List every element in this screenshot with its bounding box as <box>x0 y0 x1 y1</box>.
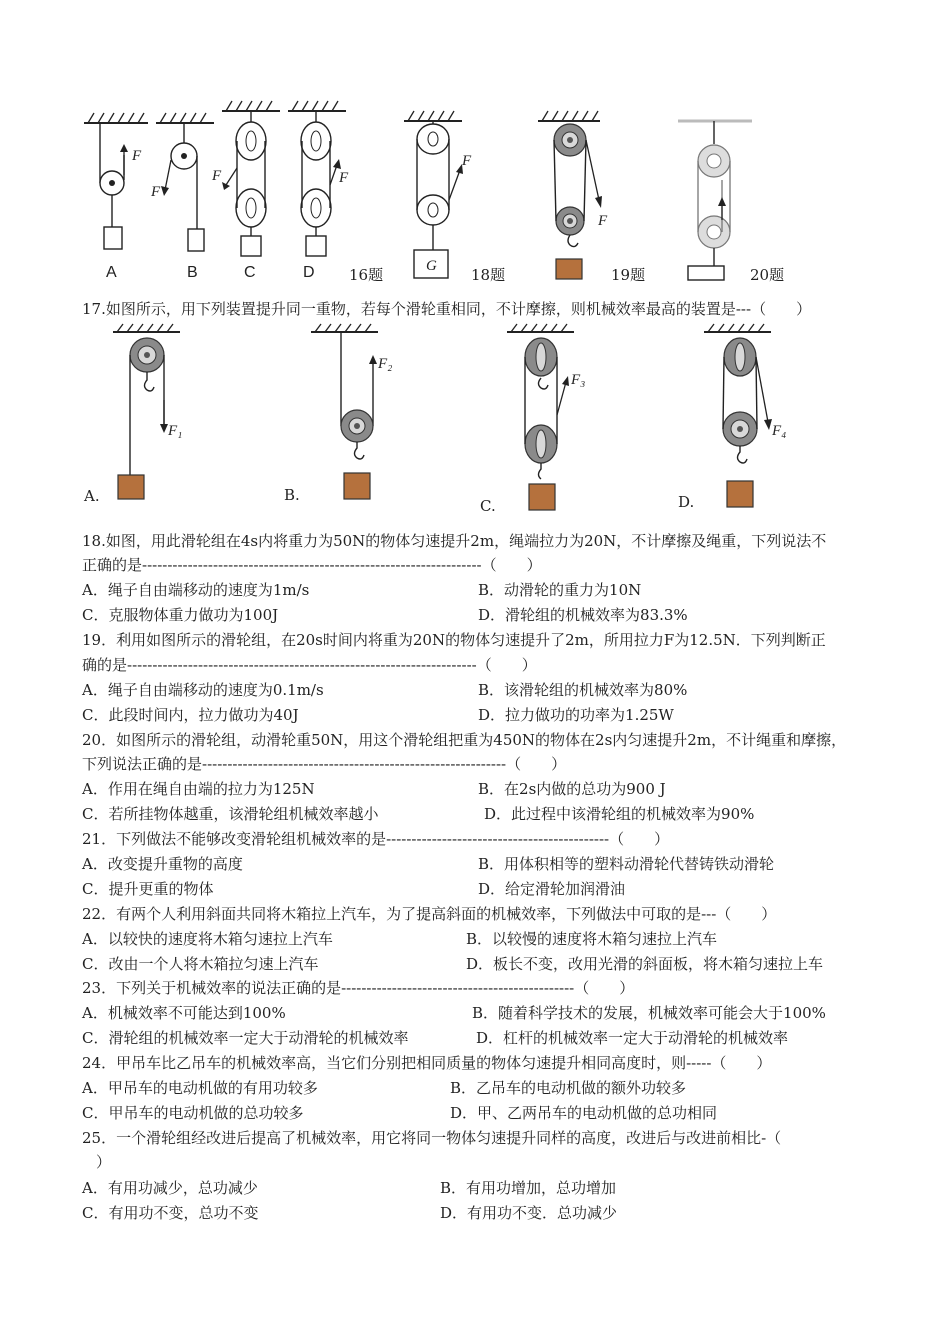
pulley-figure-q19 <box>538 111 602 279</box>
q17-force-label-3: F₃ <box>571 372 586 388</box>
question-21-stem: 21．下列做法不能够改变滑轮组机械效率的是--------------------------------------------（ ） <box>82 830 670 848</box>
force-label-d: F <box>339 170 349 186</box>
force-label-b: F <box>151 184 161 200</box>
q17-figure-a <box>113 324 183 499</box>
q22-option-b: B．以较慢的速度将木箱匀速拉上汽车 <box>466 930 718 948</box>
q24-option-d: D．甲、乙两吊车的电动机做的总功相同 <box>450 1104 718 1122</box>
figure-label-b: B <box>187 264 198 281</box>
q19-option-b: B．该滑轮组的机械效率为80% <box>478 681 688 699</box>
pulley-figure-q20 <box>678 121 752 280</box>
top-figure-row <box>0 0 950 290</box>
q24-option-b: B．乙吊车的电动机做的额外功较多 <box>450 1079 687 1097</box>
q22-option-d: D．板长不变，改用光滑的斜面板，将木箱匀速拉上车 <box>466 955 824 973</box>
pulley-figure-c <box>222 101 280 256</box>
q21-option-d: D．给定滑轮加润滑油 <box>478 880 626 898</box>
pulley-figure-q18 <box>404 111 463 278</box>
q25-option-c: C．有用功不变，总功不变 <box>82 1204 259 1222</box>
q20-option-c: C．若所挂物体越重，该滑轮组机械效率越小 <box>82 805 379 823</box>
pulley-figure-b <box>156 113 214 251</box>
question-19-stem-cont: 确的是---------------------------------------------------------------------（ ） <box>82 656 537 674</box>
weight-label-g: G <box>426 258 437 274</box>
q25-option-a: A．有用功减少，总功减少 <box>82 1179 258 1197</box>
q17-force-label-4: F₄ <box>772 423 787 439</box>
question-25-stem: 25．一个滑轮组经改进后提高了机械效率，用它将同一物体匀速提升同样的高度，改进后与改进前相比-（ <box>82 1129 782 1147</box>
figure-label-c: C <box>244 264 256 281</box>
pulley-figure-d <box>288 101 346 256</box>
caption-19: 19题 <box>611 266 646 284</box>
question-20-stem-cont: 下列说法正确的是------------------------------------------------------------（ ） <box>82 755 567 773</box>
force-label-q18: F <box>462 153 472 169</box>
q23-option-b: B．随着科学技术的发展，机械效率可能会大于100% <box>472 1004 826 1022</box>
q18-option-d: D．滑轮组的机械效率为83.3% <box>478 606 688 624</box>
q17-figure-row <box>0 320 950 520</box>
q17-figure-b <box>311 324 378 499</box>
pulley-figure-a <box>84 113 148 249</box>
q18-option-c: C．克服物体重力做功为100J <box>82 606 279 624</box>
force-label-q19: F <box>598 213 608 229</box>
question-22-stem: 22．有两个人利用斜面共同将木箱拉上汽车，为了提高斜面的机械效率，下列做法中可取的是---（ ） <box>82 905 777 923</box>
question-17-stem: 17.如图所示，用下列装置提升同一重物，若每个滑轮重相同，不计摩擦，则机械效率最高的装置是---（ ） <box>82 300 812 318</box>
caption-16: 16题 <box>349 266 384 284</box>
question-18-stem-cont: 正确的是-------------------------------------------------------------------（ ） <box>82 556 542 574</box>
q17-figure-d <box>704 324 772 507</box>
q23-option-c: C．滑轮组的机械效率一定大于动滑轮的机械效率 <box>82 1029 409 1047</box>
q21-option-c: C．提升更重的物体 <box>82 880 214 898</box>
q24-option-c: C．甲吊车的电动机做的总功较多 <box>82 1104 304 1122</box>
question-23-stem: 23．下列关于机械效率的说法正确的是----------------------------------------------（ ） <box>82 979 635 997</box>
q20-option-a: A．作用在绳自由端的拉力为125N <box>82 780 315 798</box>
q18-option-a: A．绳子自由端移动的速度为1m/s <box>82 581 310 599</box>
caption-18: 18题 <box>471 266 506 284</box>
q21-option-a: A．改变提升重物的高度 <box>82 855 243 873</box>
question-25-stem-cont: ） <box>96 1153 112 1171</box>
q17-option-label-b: B. <box>284 486 300 504</box>
q21-option-b: B．用体积相等的塑料动滑轮代替铸铁动滑轮 <box>478 855 775 873</box>
caption-20: 20题 <box>750 266 785 284</box>
figure-label-a: A <box>106 264 117 281</box>
q17-option-label-d: D. <box>678 493 695 511</box>
force-label-c: F <box>212 168 222 184</box>
q17-figure-c <box>507 324 574 510</box>
q25-option-d: D．有用功不变．总功减少 <box>440 1204 618 1222</box>
q23-option-a: A．机械效率不可能达到100% <box>82 1004 286 1022</box>
q17-force-label-2: F₂ <box>378 356 393 372</box>
question-18-stem: 18.如图，用此滑轮组在4s内将重力为50N的物体匀速提升2m，绳端拉力为20N，不计摩擦及绳重，下列说法不 <box>82 532 827 550</box>
question-19-stem: 19．利用如图所示的滑轮组，在20s时间内将重为20N的物体匀速提升了2m，所用拉力F为12.5N．下列判断正 <box>82 631 826 649</box>
q23-option-d: D．杠杆的机械效率一定大于动滑轮的机械效率 <box>476 1029 789 1047</box>
q20-option-b: B．在2s内做的总功为900 J <box>478 780 666 798</box>
q20-option-d: D．此过程中该滑轮组的机械效率为90% <box>484 805 755 823</box>
q25-option-b: B．有用功增加，总功增加 <box>440 1179 617 1197</box>
q17-force-label-1: F₁ <box>168 423 183 439</box>
q19-option-a: A．绳子自由端移动的速度为0.1m/s <box>82 681 324 699</box>
force-label-a: F <box>132 148 142 164</box>
q22-option-a: A．以较快的速度将木箱匀速拉上汽车 <box>82 930 333 948</box>
figure-label-d: D <box>303 264 315 281</box>
q19-option-d: D．拉力做功的功率为1.25W <box>478 706 674 724</box>
q17-option-label-c: C. <box>480 497 496 515</box>
question-24-stem: 24．甲吊车比乙吊车的机械效率高，当它们分别把相同质量的物体匀速提升相同高度时，则-----（ ） <box>82 1054 772 1072</box>
q24-option-a: A．甲吊车的电动机做的有用功较多 <box>82 1079 318 1097</box>
q22-option-c: C．改由一个人将木箱拉匀速上汽车 <box>82 955 319 973</box>
question-20-stem: 20．如图所示的滑轮组，动滑轮重50N，用这个滑轮组把重为450N的物体在2s内匀速提升2m，不计绳重和摩擦， <box>82 731 847 749</box>
q19-option-c: C．此段时间内，拉力做功为40J <box>82 706 299 724</box>
q17-option-label-a: A. <box>84 487 100 505</box>
q18-option-b: B．动滑轮的重力为10N <box>478 581 642 599</box>
